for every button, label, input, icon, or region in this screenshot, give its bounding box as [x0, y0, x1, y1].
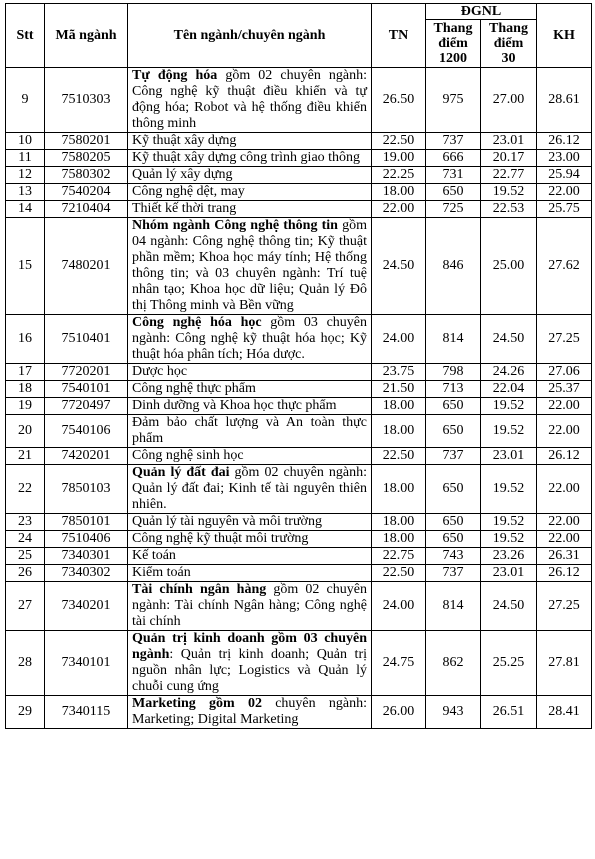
table-row — [6, 364, 592, 381]
major-code-cell: 7480201 — [45, 218, 128, 315]
kh-score-cell: 27.81 — [537, 631, 592, 696]
stt-cell: 12 — [6, 167, 45, 184]
major-name-text: gồm 04 ngành: Công nghệ thông tin; Kỹ thuật phần mềm; Khoa học máy tính; Hệ thống thông tin; và 03 chuyên ngành: Trí tuệ nhân tạo; Khoa học dữ liệu; Quản lý Đô thị Thông minh và Bền vững — [132, 218, 367, 313]
kh-score-cell: 26.12 — [537, 448, 592, 465]
stt-cell: 14 — [6, 201, 45, 218]
major-name-text: Kỹ thuật xây dựng — [132, 133, 237, 148]
dgnl-1200-score-cell: 737 — [426, 448, 481, 465]
stt-cell: 23 — [6, 514, 45, 531]
table-row — [6, 68, 592, 133]
major-name-text: Dinh dưỡng và Khoa học thực phẩm — [132, 398, 337, 413]
dgnl-1200-score-cell: 650 — [426, 398, 481, 415]
major-code-cell: 7340101 — [45, 631, 128, 696]
major-code-cell: 7850101 — [45, 514, 128, 531]
major-name-bold: Nhóm ngành Công nghệ thông tin — [132, 218, 338, 233]
dgnl-30-score-cell: 19.52 — [481, 415, 537, 448]
tn-score-cell: 21.50 — [372, 381, 426, 398]
kh-score-cell: 22.00 — [537, 184, 592, 201]
tn-score-cell: 24.00 — [372, 582, 426, 631]
major-name-cell — [128, 315, 372, 364]
major-name-cell — [128, 167, 372, 184]
major-code-cell: 7340301 — [45, 548, 128, 565]
dgnl-30-score-cell: 22.77 — [481, 167, 537, 184]
table-row — [6, 398, 592, 415]
stt-cell: 21 — [6, 448, 45, 465]
major-code-cell: 7210404 — [45, 201, 128, 218]
dgnl-1200-score-cell: 650 — [426, 415, 481, 448]
dgnl-30-score-cell: 22.53 — [481, 201, 537, 218]
stt-cell: 29 — [6, 696, 45, 729]
admission-score-table — [5, 3, 592, 729]
major-name-text: : Quản trị kinh doanh; Quản trị nguồn nhân lực; Logistics và Quản lý chuỗi cung ứng — [132, 647, 367, 694]
tn-score-cell: 22.50 — [372, 133, 426, 150]
major-name-text: Công nghệ sinh học — [132, 448, 244, 463]
dgnl-30-score-cell: 24.50 — [481, 315, 537, 364]
table-row — [6, 167, 592, 184]
major-code-cell: 7580302 — [45, 167, 128, 184]
header-scale-1200: Thang điểm 1200 — [426, 20, 481, 68]
major-name-cell — [128, 218, 372, 315]
dgnl-1200-score-cell: 798 — [426, 364, 481, 381]
dgnl-30-score-cell: 25.00 — [481, 218, 537, 315]
tn-score-cell: 24.75 — [372, 631, 426, 696]
major-name-cell — [128, 201, 372, 218]
kh-score-cell: 22.00 — [537, 531, 592, 548]
admission-score-table-sheet — [5, 3, 592, 729]
major-name-cell — [128, 548, 372, 565]
major-name-cell — [128, 415, 372, 448]
major-name-cell — [128, 150, 372, 167]
major-code-cell: 7510406 — [45, 531, 128, 548]
major-name-bold: Quản trị kinh doanh gồm 03 chuyên ngành — [132, 631, 367, 662]
kh-score-cell: 28.61 — [537, 68, 592, 133]
major-name-text: Đảm bảo chất lượng và An toàn thực phẩm — [132, 415, 367, 446]
major-code-cell: 7850103 — [45, 465, 128, 514]
stt-cell: 19 — [6, 398, 45, 415]
tn-score-cell: 22.25 — [372, 167, 426, 184]
major-name-text: Quản lý tài nguyên và môi trường — [132, 514, 322, 529]
major-name-cell — [128, 184, 372, 201]
major-name-cell — [128, 381, 372, 398]
major-code-cell: 7340201 — [45, 582, 128, 631]
major-code-cell: 7580205 — [45, 150, 128, 167]
dgnl-30-score-cell: 23.01 — [481, 448, 537, 465]
stt-cell: 17 — [6, 364, 45, 381]
dgnl-30-score-cell: 24.50 — [481, 582, 537, 631]
dgnl-1200-score-cell: 737 — [426, 565, 481, 582]
dgnl-1200-score-cell: 743 — [426, 548, 481, 565]
kh-score-cell: 26.31 — [537, 548, 592, 565]
major-name-text: Dược học — [132, 364, 188, 379]
stt-cell: 20 — [6, 415, 45, 448]
major-name-text: gồm 02 chuyên ngành: Công nghệ kỹ thuật điều khiển và tự động hóa; Robot và hệ thống điều khiển thông minh — [132, 68, 367, 131]
dgnl-30-score-cell: 23.01 — [481, 133, 537, 150]
major-name-cell — [128, 465, 372, 514]
major-name-bold: Tài chính ngân hàng — [132, 582, 267, 597]
table-row — [6, 465, 592, 514]
major-name-cell — [128, 565, 372, 582]
major-name-text: Thiết kế thời trang — [132, 201, 237, 216]
dgnl-1200-score-cell: 650 — [426, 531, 481, 548]
major-code-cell: 7510303 — [45, 68, 128, 133]
tn-score-cell: 22.50 — [372, 448, 426, 465]
major-code-cell: 7720201 — [45, 364, 128, 381]
dgnl-30-score-cell: 19.52 — [481, 398, 537, 415]
dgnl-30-score-cell: 24.26 — [481, 364, 537, 381]
major-name-text: gồm 03 chuyên ngành: Công nghệ kỹ thuật hóa học; Kỹ thuật hóa phân tích; Hóa dược. — [132, 315, 367, 362]
major-name-cell — [128, 68, 372, 133]
kh-score-cell: 22.00 — [537, 465, 592, 514]
stt-cell: 16 — [6, 315, 45, 364]
major-name-cell — [128, 631, 372, 696]
major-code-cell: 7720497 — [45, 398, 128, 415]
header-kh: KH — [537, 4, 592, 68]
dgnl-1200-score-cell: 846 — [426, 218, 481, 315]
table-row — [6, 315, 592, 364]
major-name-cell — [128, 448, 372, 465]
major-name-bold: Công nghệ hóa học — [132, 315, 262, 330]
kh-score-cell: 22.00 — [537, 415, 592, 448]
major-name-cell — [128, 696, 372, 729]
kh-score-cell: 27.25 — [537, 315, 592, 364]
tn-score-cell: 24.50 — [372, 218, 426, 315]
table-row — [6, 631, 592, 696]
dgnl-1200-score-cell: 650 — [426, 184, 481, 201]
dgnl-1200-score-cell: 725 — [426, 201, 481, 218]
table-row — [6, 381, 592, 398]
stt-cell: 24 — [6, 531, 45, 548]
major-name-text: Kế toán — [132, 548, 176, 563]
dgnl-30-score-cell: 23.01 — [481, 565, 537, 582]
major-name-cell — [128, 582, 372, 631]
major-name-text: Kiểm toán — [132, 565, 191, 580]
dgnl-1200-score-cell: 814 — [426, 315, 481, 364]
kh-score-cell: 25.94 — [537, 167, 592, 184]
header-major-code: Mã ngành — [45, 4, 128, 68]
dgnl-1200-score-cell: 650 — [426, 465, 481, 514]
dgnl-1200-score-cell: 737 — [426, 133, 481, 150]
stt-cell: 13 — [6, 184, 45, 201]
tn-score-cell: 19.00 — [372, 150, 426, 167]
major-name-bold: Tự động hóa — [132, 68, 218, 83]
table-row — [6, 514, 592, 531]
header-tn: TN — [372, 4, 426, 68]
table-row — [6, 133, 592, 150]
major-code-cell: 7540101 — [45, 381, 128, 398]
header-major-name: Tên ngành/chuyên ngành — [128, 4, 372, 68]
stt-cell: 10 — [6, 133, 45, 150]
dgnl-1200-score-cell: 713 — [426, 381, 481, 398]
header-stt: Stt — [6, 4, 45, 68]
table-row — [6, 415, 592, 448]
major-name-cell — [128, 531, 372, 548]
table-row — [6, 218, 592, 315]
major-name-text: Quản lý xây dựng — [132, 167, 233, 182]
major-name-bold: Marketing gồm 02 — [132, 696, 262, 711]
kh-score-cell: 27.06 — [537, 364, 592, 381]
major-name-text: Công nghệ kỹ thuật môi trường — [132, 531, 309, 546]
kh-score-cell: 22.00 — [537, 514, 592, 531]
table-row — [6, 150, 592, 167]
major-name-text: gồm 02 chuyên ngành: Tài chính Ngân hàng; Công nghệ tài chính — [132, 582, 367, 629]
tn-score-cell: 18.00 — [372, 415, 426, 448]
tn-score-cell: 22.00 — [372, 201, 426, 218]
stt-cell: 9 — [6, 68, 45, 133]
dgnl-1200-score-cell: 731 — [426, 167, 481, 184]
kh-score-cell: 25.37 — [537, 381, 592, 398]
tn-score-cell: 22.50 — [372, 565, 426, 582]
kh-score-cell: 26.12 — [537, 133, 592, 150]
tn-score-cell: 26.00 — [372, 696, 426, 729]
major-name-cell — [128, 133, 372, 150]
tn-score-cell: 22.75 — [372, 548, 426, 565]
dgnl-30-score-cell: 19.52 — [481, 465, 537, 514]
kh-score-cell: 23.00 — [537, 150, 592, 167]
major-name-cell — [128, 364, 372, 381]
table-row — [6, 184, 592, 201]
stt-cell: 25 — [6, 548, 45, 565]
stt-cell: 22 — [6, 465, 45, 514]
stt-cell: 11 — [6, 150, 45, 167]
major-code-cell: 7540106 — [45, 415, 128, 448]
dgnl-30-score-cell: 27.00 — [481, 68, 537, 133]
kh-score-cell: 27.25 — [537, 582, 592, 631]
tn-score-cell: 23.75 — [372, 364, 426, 381]
dgnl-1200-score-cell: 862 — [426, 631, 481, 696]
major-code-cell: 7340115 — [45, 696, 128, 729]
stt-cell: 15 — [6, 218, 45, 315]
dgnl-1200-score-cell: 650 — [426, 514, 481, 531]
table-row — [6, 201, 592, 218]
dgnl-1200-score-cell: 975 — [426, 68, 481, 133]
major-code-cell: 7340302 — [45, 565, 128, 582]
major-name-text: Kỹ thuật xây dựng công trình giao thông — [132, 150, 361, 165]
major-code-cell: 7420201 — [45, 448, 128, 465]
kh-score-cell: 25.75 — [537, 201, 592, 218]
dgnl-30-score-cell: 22.04 — [481, 381, 537, 398]
tn-score-cell: 24.00 — [372, 315, 426, 364]
dgnl-30-score-cell: 19.52 — [481, 531, 537, 548]
dgnl-30-score-cell: 19.52 — [481, 514, 537, 531]
dgnl-1200-score-cell: 666 — [426, 150, 481, 167]
tn-score-cell: 18.00 — [372, 514, 426, 531]
stt-cell: 27 — [6, 582, 45, 631]
table-row — [6, 696, 592, 729]
tn-score-cell: 18.00 — [372, 184, 426, 201]
major-name-text: chuyên ngành: Marketing; Digital Marketing — [132, 696, 367, 727]
dgnl-30-score-cell: 25.25 — [481, 631, 537, 696]
dgnl-1200-score-cell: 814 — [426, 582, 481, 631]
dgnl-1200-score-cell: 943 — [426, 696, 481, 729]
table-row — [6, 548, 592, 565]
kh-score-cell: 26.12 — [537, 565, 592, 582]
dgnl-30-score-cell: 23.26 — [481, 548, 537, 565]
major-name-text: Công nghệ dệt, may — [132, 184, 245, 199]
major-code-cell: 7540204 — [45, 184, 128, 201]
table-row — [6, 531, 592, 548]
header-scale-30: Thang điểm 30 — [481, 20, 537, 68]
table-row — [6, 565, 592, 582]
tn-score-cell: 18.00 — [372, 531, 426, 548]
major-code-cell: 7510401 — [45, 315, 128, 364]
stt-cell: 18 — [6, 381, 45, 398]
major-name-text: gồm 02 chuyên ngành: Quản lý đất đai; Kinh tế tài nguyên thiên nhiên. — [132, 465, 368, 512]
kh-score-cell: 28.41 — [537, 696, 592, 729]
tn-score-cell: 26.50 — [372, 68, 426, 133]
table-row — [6, 448, 592, 465]
major-name-cell — [128, 398, 372, 415]
dgnl-30-score-cell: 20.17 — [481, 150, 537, 167]
tn-score-cell: 18.00 — [372, 398, 426, 415]
dgnl-30-score-cell: 19.52 — [481, 184, 537, 201]
kh-score-cell: 27.62 — [537, 218, 592, 315]
tn-score-cell: 18.00 — [372, 465, 426, 514]
stt-cell: 28 — [6, 631, 45, 696]
kh-score-cell: 22.00 — [537, 398, 592, 415]
major-name-bold: Quản lý đất đai — [132, 465, 230, 480]
dgnl-30-score-cell: 26.51 — [481, 696, 537, 729]
major-code-cell: 7580201 — [45, 133, 128, 150]
stt-cell: 26 — [6, 565, 45, 582]
header-dgnl: ĐGNL — [426, 4, 537, 20]
major-name-text: Công nghệ thực phẩm — [132, 381, 256, 396]
major-name-cell — [128, 514, 372, 531]
table-row — [6, 582, 592, 631]
